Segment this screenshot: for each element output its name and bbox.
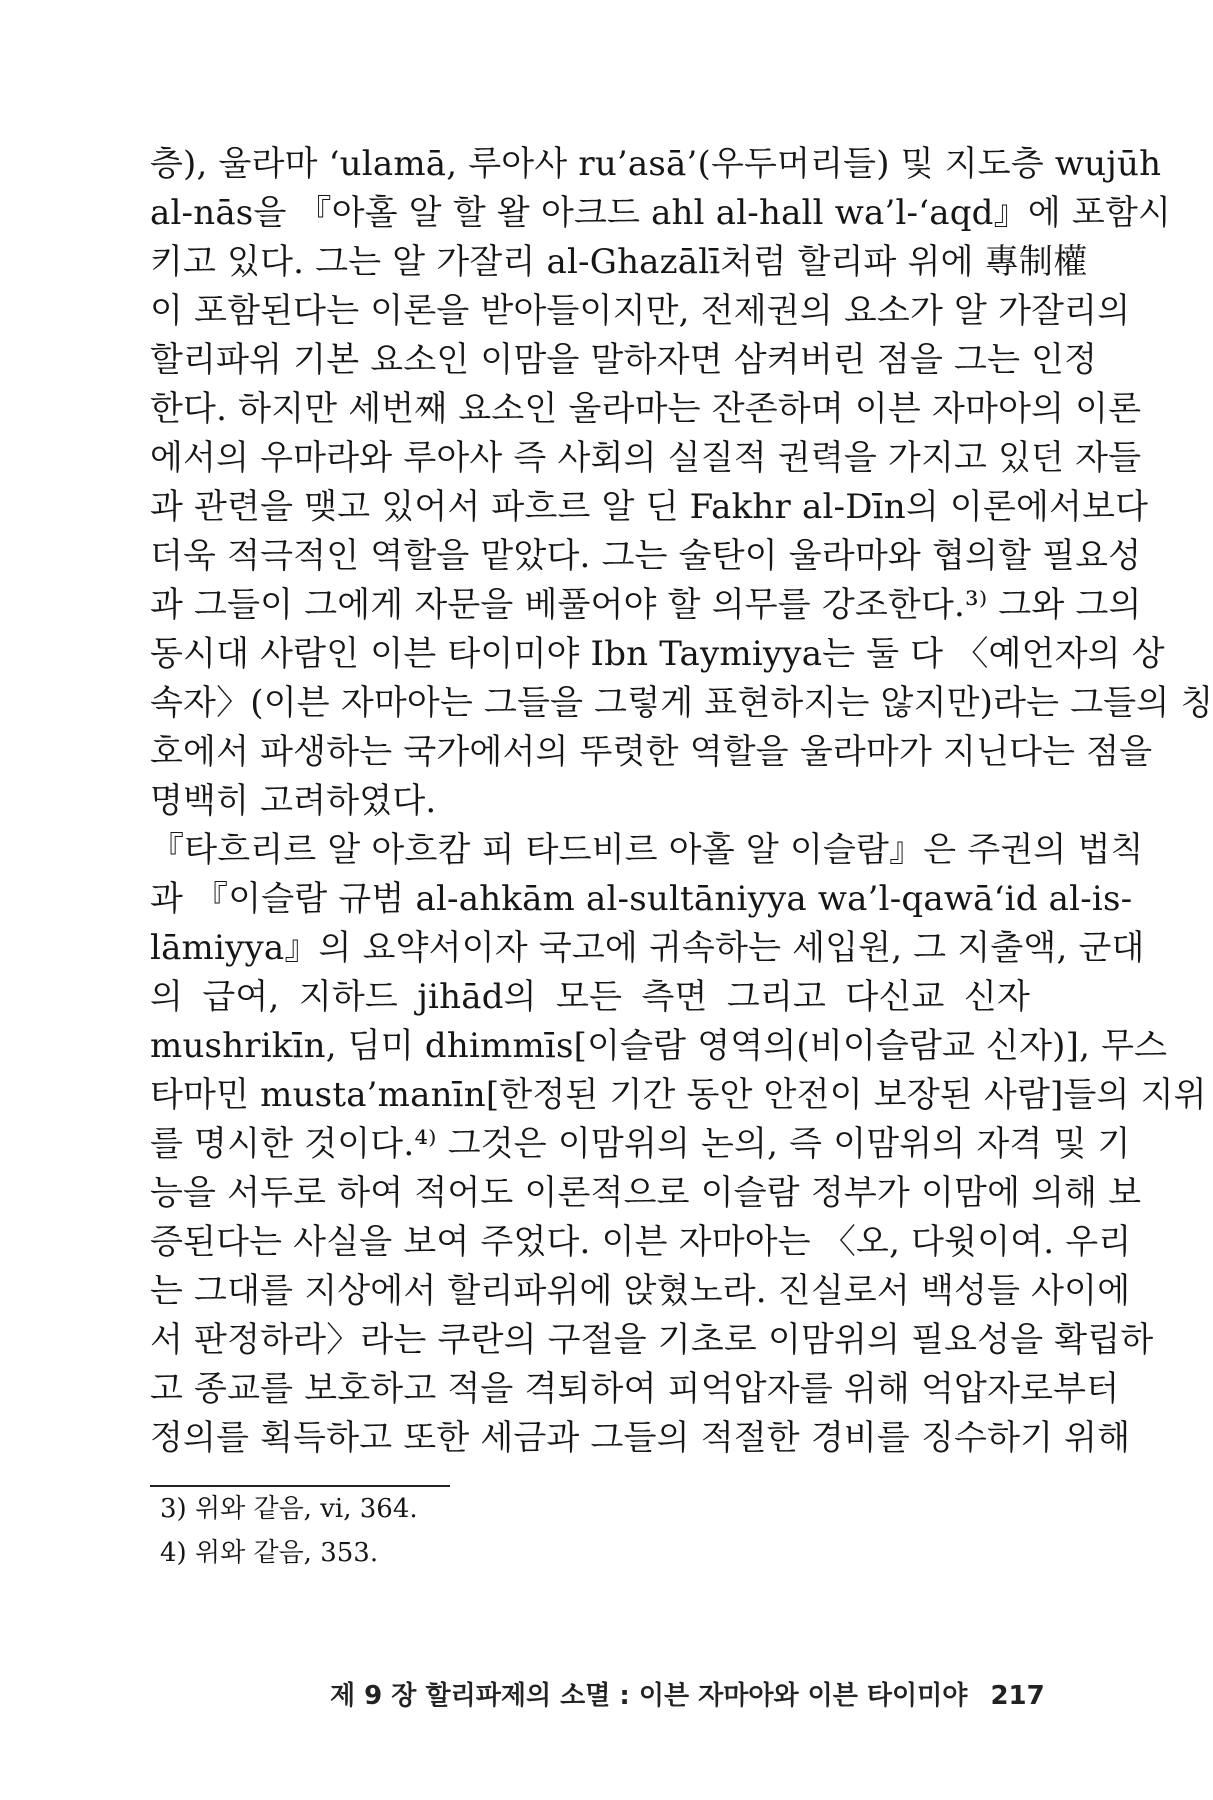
page-number: 217 <box>990 1681 1045 1711</box>
running-head: 제 9 장 할리파제의 소멸 : 이븐 자마아와 이븐 타이미야 <box>330 1681 968 1711</box>
body-line: 이 포함된다는 이론을 받아들이지만, 전제권의 요소가 알 가잘리의 <box>150 291 1131 331</box>
body-line: 한다. 하지만 세번째 요소인 울라마는 잔존하며 이븐 자마아의 이론 <box>150 389 1142 429</box>
body-line: mushrikīn, 딤미 dhimmīs[이슬람 영역의(비이슬람교 신자)], 무스 <box>150 1026 1168 1066</box>
body-line: 능을 서두로 하여 적어도 이론적으로 이슬람 정부가 이맘에 의해 보 <box>150 1173 1142 1213</box>
body-line: 의 급여, 지하드 jihād의 모든 측면 그리고 다신교 신자 <box>150 977 1030 1017</box>
body-line: 할리파위 기본 요소인 이맘을 말하자면 삼켜버린 점을 그는 인정 <box>150 340 1098 380</box>
body-line: 타마민 musta’manīn[한정된 기간 동안 안전이 보장된 사람]들의 지위 <box>150 1075 1207 1115</box>
body-line: al-nās을 『아홀 알 할 왈 아크드 ahl al-hall wa’l-‘aqd』에 포함시 <box>150 193 1172 233</box>
page-footer <box>330 1680 1045 1712</box>
body-line: 호에서 파생하는 국가에서의 뚜렷한 역할을 울라마가 지닌다는 점을 <box>150 732 1153 772</box>
body-line: 동시대 사람인 이븐 타이미야 Ibn Taymiyya는 둘 다 〈예언자의 상 <box>150 634 1165 674</box>
body-line: 과 『이슬람 규범 al-ahkām al-sultāniyya wa’l-qawā‘id al-is- <box>150 879 1133 919</box>
body-line: 정의를 획득하고 또한 세금과 그들의 적절한 경비를 징수하기 위해 <box>150 1418 1131 1458</box>
body-line: 키고 있다. 그는 알 가잘리 al-Ghazālī처럼 할리파 위에 專制權 <box>150 242 1088 282</box>
body-line: 고 종교를 보호하고 적을 격퇴하여 피억압자를 위해 억압자로부터 <box>150 1369 1120 1409</box>
page-body <box>150 140 1213 1575</box>
body-line: 를 명시한 것이다.⁴⁾ 그것은 이맘위의 논의, 즉 이맘위의 자격 및 기 <box>150 1124 1131 1164</box>
footnote: 3) 위와 같음, vi, 364. <box>160 1494 418 1524</box>
body-line: 과 관련을 맺고 있어서 파흐르 알 딘 Fakhr al-Dīn의 이론에서보다 <box>150 487 1149 527</box>
body-line: 증된다는 사실을 보여 주었다. 이븐 자마아는 〈오, 다윗이여. 우리 <box>150 1222 1132 1262</box>
footnote: 4) 위와 같음, 353. <box>160 1538 379 1568</box>
body-line: 에서의 우마라와 루아사 즉 사회의 실질적 권력을 가지고 있던 자들 <box>150 438 1142 478</box>
body-line: lāmiyya』의 요약서이자 국고에 귀속하는 세입원, 그 지출액, 군대 <box>150 928 1145 968</box>
body-line: 서 판정하라〉라는 쿠란의 구절을 기초로 이맘위의 필요성을 확립하 <box>150 1320 1154 1360</box>
body-line: 더욱 적극적인 역할을 맡았다. 그는 술탄이 울라마와 협의할 필요성 <box>150 536 1142 576</box>
body-line: 『타흐리르 알 아흐캄 피 타드비르 아홀 알 이슬람』은 주권의 법칙 <box>150 830 1144 870</box>
body-line: 과 그들이 그에게 자문을 베풀어야 할 의무를 강조한다.³⁾ 그와 그의 <box>150 585 1142 625</box>
body-line: 는 그대를 지상에서 할리파위에 앉혔노라. 진실로서 백성들 사이에 <box>150 1271 1131 1311</box>
body-line: 층), 울라마 ‘ulamā, 루아사 ru’asā’(우두머리들) 및 지도층 wujūh <box>150 144 1162 184</box>
body-line: 명백히 고려하였다. <box>150 781 437 821</box>
body-line: 속자〉(이븐 자마아는 그들을 그렇게 표현하지는 않지만)라는 그들의 칭 <box>150 683 1213 723</box>
